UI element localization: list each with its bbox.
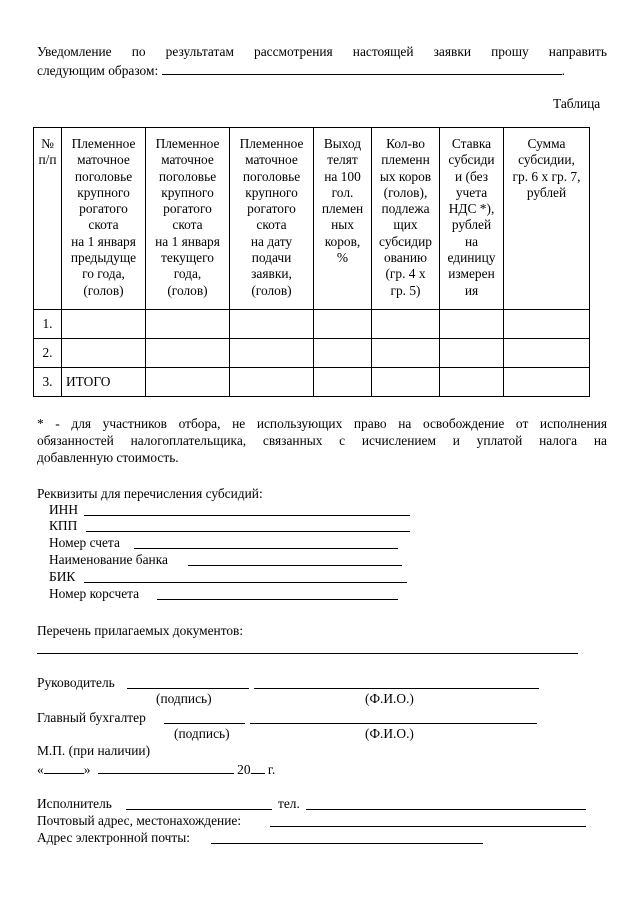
bank-name-field[interactable] <box>188 565 402 566</box>
table-cell[interactable] <box>62 310 146 339</box>
table-cell[interactable] <box>372 339 440 368</box>
accountant-fio-hint: (Ф.И.О.) <box>365 726 414 741</box>
table-cell[interactable] <box>230 339 314 368</box>
accountant-fio-field[interactable] <box>250 723 537 724</box>
footnote-line-1: * - для участников отбора, не использующих право на освобождение от исполнения <box>37 416 607 431</box>
head-signature-hint: (подпись) <box>156 691 212 706</box>
head-signature-field[interactable] <box>127 688 249 689</box>
table-cell[interactable] <box>372 368 440 397</box>
header-cell: Кол-во племенн ых коров (голов), подлежа щих субсидир ованию (гр. 4 х гр. 5) <box>372 128 440 310</box>
header-cell: Племенное маточное поголовье крупного рогатого скота на 1 января текущего года, (голов) <box>146 128 230 310</box>
table-row <box>34 310 590 339</box>
table-row-total <box>34 368 590 397</box>
year-prefix: 20 <box>237 762 251 777</box>
documents-title: Перечень прилагаемых документов: <box>37 623 244 638</box>
table-caption: Таблица <box>553 96 601 111</box>
footnote-line-2: обязанностей налогоплательщика, связанных с исчислением и уплатой налога на <box>37 433 607 448</box>
total-label: ИТОГО <box>62 368 146 397</box>
accountant-signature-hint: (подпись) <box>174 726 230 741</box>
day-field[interactable] <box>44 761 84 774</box>
table-cell[interactable] <box>504 339 590 368</box>
year-field[interactable] <box>251 761 265 774</box>
table-cell[interactable] <box>62 339 146 368</box>
delivery-method-field[interactable] <box>162 62 562 75</box>
table-cell[interactable] <box>230 368 314 397</box>
table-cell[interactable] <box>146 310 230 339</box>
table-cell[interactable] <box>440 339 504 368</box>
header-cell: Племенное маточное поголовье крупного рогатого скота на дату подачи заявки, (голов) <box>230 128 314 310</box>
address-label: Почтовый адрес, местонахождение: <box>37 813 242 828</box>
header-cell: Сумма субсидии, гр. 6 х гр. 7, рублей <box>504 128 590 310</box>
bank-name-label: Наименование банка <box>49 552 168 567</box>
table-cell[interactable] <box>440 310 504 339</box>
head-fio-hint: (Ф.И.О.) <box>365 691 414 706</box>
row-number: 2. <box>34 339 62 368</box>
intro-line-1: Уведомление по результатам рассмотрения настоящей заявки прошу направить <box>37 44 607 59</box>
table-cell[interactable] <box>504 368 590 397</box>
head-label: Руководитель <box>37 675 115 690</box>
date-open-quote: « <box>37 762 44 777</box>
documents-field[interactable] <box>37 653 578 654</box>
year-suffix: г. <box>267 762 276 777</box>
intro-line-2-prefix: следующим образом: <box>37 63 159 78</box>
email-label: Адрес электронной почты: <box>37 830 190 845</box>
head-fio-field[interactable] <box>254 688 539 689</box>
subsidy-table <box>33 127 590 397</box>
table-cell[interactable] <box>230 310 314 339</box>
accountant-label: Главный бухгалтер <box>37 710 146 725</box>
table-header-row <box>34 128 590 310</box>
footnote-line-3: добавленную стоимость. <box>37 450 179 465</box>
inn-label: ИНН <box>49 502 79 517</box>
kpp-label: КПП <box>49 518 78 533</box>
header-cell: № п/п <box>34 128 62 310</box>
bik-label: БИК <box>49 569 76 584</box>
executor-label: Исполнитель <box>37 796 112 811</box>
address-field[interactable] <box>270 826 586 827</box>
table-cell[interactable] <box>146 339 230 368</box>
date-line <box>37 761 275 778</box>
table-cell[interactable] <box>314 368 372 397</box>
executor-field[interactable] <box>126 809 272 810</box>
vat-footnote <box>37 415 607 466</box>
account-number-field[interactable] <box>134 548 398 549</box>
account-number-label: Номер счета <box>49 535 120 550</box>
phone-field[interactable] <box>306 809 586 810</box>
intro-line-2-suffix: . <box>561 63 565 78</box>
row-number: 1. <box>34 310 62 339</box>
table-cell[interactable] <box>314 339 372 368</box>
table-cell[interactable] <box>372 310 440 339</box>
date-close-quote: » <box>83 762 91 777</box>
table-cell[interactable] <box>146 368 230 397</box>
bik-field[interactable] <box>84 582 407 583</box>
intro-line-2 <box>37 62 565 79</box>
table-cell[interactable] <box>440 368 504 397</box>
table-row <box>34 339 590 368</box>
email-field[interactable] <box>211 843 483 844</box>
table-cell[interactable] <box>314 310 372 339</box>
kpp-field[interactable] <box>86 531 410 532</box>
stamp-label: М.П. (при наличии) <box>37 743 151 758</box>
inn-field[interactable] <box>84 515 410 516</box>
table-cell[interactable] <box>504 310 590 339</box>
header-cell: Ставка субсиди и (без учета НДС *), рублей на единицу измерен ия <box>440 128 504 310</box>
accountant-signature-field[interactable] <box>164 723 245 724</box>
phone-label: тел. <box>278 796 300 811</box>
corr-account-field[interactable] <box>157 599 398 600</box>
header-cell: Выход телят на 100 гол. племен ных коров, % <box>314 128 372 310</box>
month-field[interactable] <box>98 761 234 774</box>
corr-account-label: Номер корсчета <box>49 586 140 601</box>
header-cell: Племенное маточное поголовье крупного рогатого скота на 1 января предыдуще го года, (голов) <box>62 128 146 310</box>
row-number: 3. <box>34 368 62 397</box>
requisites-title: Реквизиты для перечисления субсидий: <box>37 486 263 501</box>
